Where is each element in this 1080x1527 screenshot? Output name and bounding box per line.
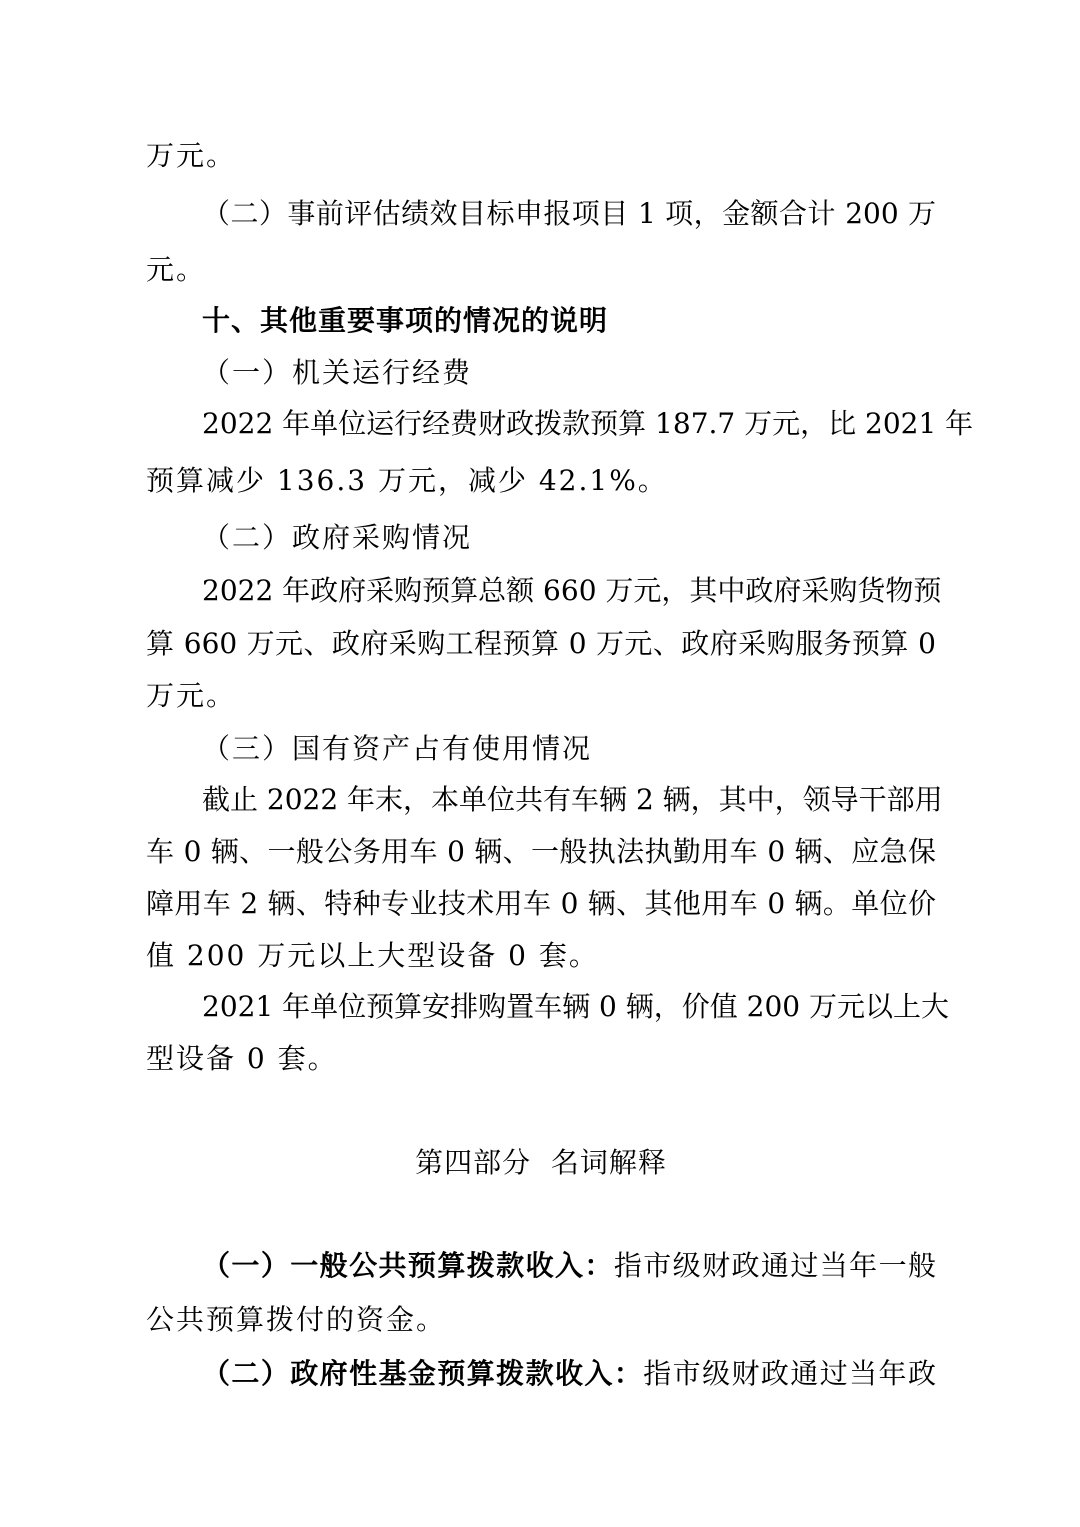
paragraph-line: 障用车 2 辆、特种专业技术用车 0 辆、其他用车 0 辆。单位价 (146, 887, 936, 920)
subsection-heading: （三）国有资产占有使用情况 (202, 732, 593, 765)
definition-term: （一）一般公共预算拨款收入： (202, 1249, 614, 1282)
paragraph-line: 算 660 万元、政府采购工程预算 0 万元、政府采购服务预算 0 (146, 627, 936, 660)
paragraph-line: 值 200 万元以上大型设备 0 套。 (146, 939, 599, 972)
subsection-heading: （二）政府采购情况 (202, 521, 473, 554)
paragraph-line: 元。 (146, 253, 207, 286)
definition-term: （二）政府性基金预算拨款收入： (202, 1357, 644, 1390)
paragraph-line: 型设备 0 套。 (146, 1042, 338, 1075)
paragraph-line: 截止 2022 年末，本单位共有车辆 2 辆，其中，领导干部用 (202, 783, 943, 816)
subsection-heading: （一）机关运行经费 (202, 356, 473, 389)
part-title: 第四部分 名词解释 (415, 1146, 667, 1179)
paragraph-line: 2022 年政府采购预算总额 660 万元，其中政府采购货物预 (202, 574, 942, 607)
section-heading: 十、其他重要事项的情况的说明 (202, 304, 609, 337)
paragraph-line: 2021 年单位预算安排购置车辆 0 辆，价值 200 万元以上大 (202, 990, 950, 1023)
definition-item (202, 1249, 936, 1283)
paragraph-line: （二）事前评估绩效目标申报项目 1 项，金额合计 200 万 (202, 197, 936, 230)
paragraph-line: 公共预算拨付的资金。 (146, 1303, 447, 1336)
paragraph-line: 万元。 (146, 679, 237, 712)
definition-item (202, 1357, 936, 1391)
paragraph-line: 万元。 (146, 139, 237, 172)
definition-text: 指市级财政通过当年一般 (613, 1249, 936, 1282)
paragraph-line: 2022 年单位运行经费财政拨款预算 187.7 万元，比 2021 年 (202, 407, 974, 440)
definition-text: 指市级财政通过当年政 (643, 1357, 936, 1390)
paragraph-line: 预算减少 136.3 万元，减少 42.1%。 (146, 464, 668, 497)
paragraph-line: 车 0 辆、一般公务用车 0 辆、一般执法执勤用车 0 辆、应急保 (146, 835, 936, 868)
